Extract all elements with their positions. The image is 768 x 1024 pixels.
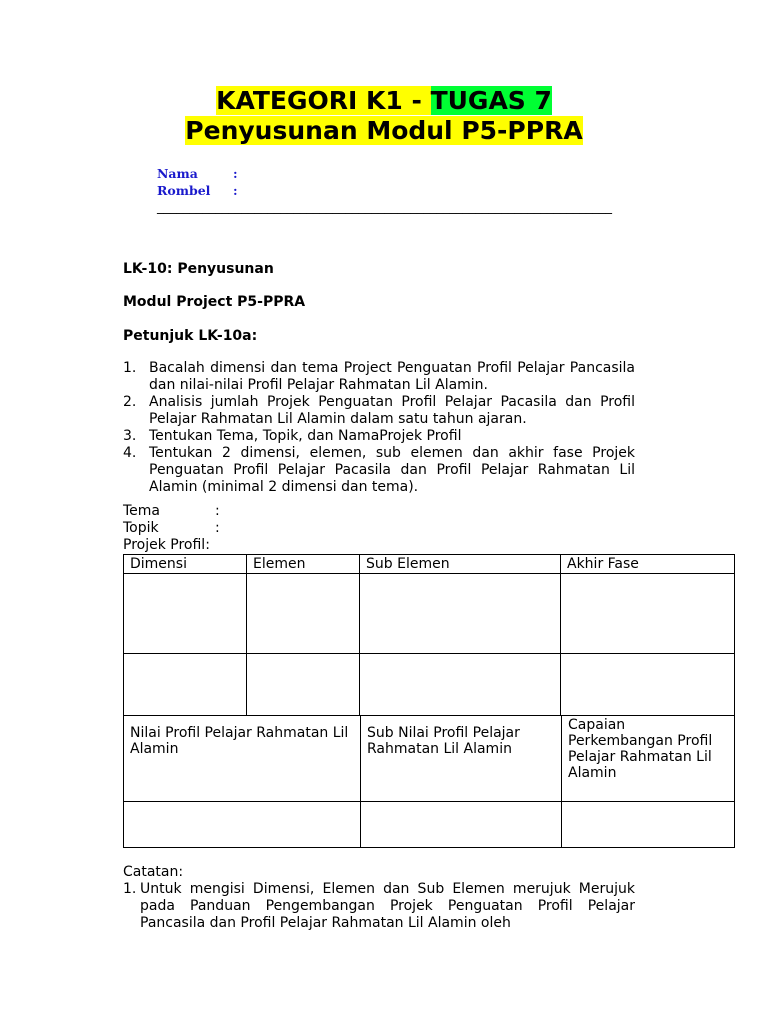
instruction-list [123, 360, 635, 496]
topic-label: Topik [123, 520, 159, 536]
table-cell[interactable] [361, 802, 562, 848]
rombel-label: Rombel [157, 183, 211, 198]
topic-row [123, 520, 220, 537]
topic-colon: : [215, 520, 220, 536]
table-cell[interactable] [247, 654, 360, 716]
name-row [157, 165, 238, 182]
instruction-item [123, 428, 635, 445]
instruction-text: Bacalah dimensi dan tema Project Penguatan Profil Pelajar Pancasila dan nilai-nilai Profil Pelajar Rahmatan Lil Alamin. [149, 360, 635, 393]
separator-line: ______________________________________________________________________ [157, 200, 612, 215]
document-title [0, 86, 768, 146]
table-cell[interactable] [360, 654, 561, 716]
table-row [124, 802, 735, 848]
header-achievement: Capaian Perkembangan Profil Pelajar Rahmatan Lil Alamin [562, 716, 735, 802]
instruction-number: 3. [123, 428, 137, 444]
note-item [123, 881, 635, 932]
project-fields [123, 503, 220, 554]
note-text: Untuk mengisi Dimensi, Elemen dan Sub Elemen merujuk Merujuk pada Panduan Pengembangan Projek Penguatan Profil Pelajar Pancasila dan Profil Pelajar Rahmatan Lil Alamin oleh [140, 881, 635, 931]
instruction-number: 2. [123, 394, 137, 410]
notes-label: Catatan: [123, 864, 184, 880]
table-header-row [124, 555, 735, 574]
theme-row [123, 503, 220, 520]
table-cell[interactable] [124, 802, 361, 848]
table-cell[interactable] [247, 574, 360, 654]
project-profile-label: Projek Profil: [123, 537, 210, 553]
theme-label: Tema [123, 503, 161, 519]
table-cell[interactable] [562, 802, 735, 848]
header-value: Nilai Profil Pelajar Rahmatan Lil Alamin [124, 716, 361, 802]
project-profile-row [123, 537, 220, 554]
header-final-phase: Akhir Fase [561, 555, 735, 574]
notes-section [123, 864, 635, 932]
values-table [123, 715, 735, 848]
table-row [124, 574, 735, 654]
title-task-text: TUGAS 7 [430, 86, 552, 115]
instruction-number: 4. [123, 445, 137, 461]
title-category-text: KATEGORI K1 - [216, 86, 431, 115]
header-element: Elemen [247, 555, 360, 574]
rombel-colon: : [233, 183, 238, 198]
table-row [124, 654, 735, 716]
title-line-2 [0, 116, 768, 146]
note-number: 1. [123, 881, 137, 897]
module-heading: Modul Project P5-PPRA [123, 294, 306, 310]
name-colon: : [233, 166, 238, 181]
table-cell[interactable] [124, 654, 247, 716]
lk-heading: LK-10: Penyusunan [123, 261, 274, 277]
table-cell[interactable] [124, 574, 247, 654]
table-cell[interactable] [360, 574, 561, 654]
instruction-number: 1. [123, 360, 137, 376]
table-cell[interactable] [561, 574, 735, 654]
dimension-table [123, 554, 735, 716]
header-dimension: Dimensi [124, 555, 247, 574]
header-sub-element: Sub Elemen [360, 555, 561, 574]
instruction-text: Analisis jumlah Projek Penguatan Profil Pelajar Pacasila dan Profil Pelajar Rahmatan Lil Alamin dalam satu tahun ajaran. [149, 394, 635, 427]
instruction-item [123, 394, 635, 428]
title-module-text: Penyusunan Modul P5-PPRA [185, 116, 583, 145]
title-line-1 [0, 86, 768, 116]
table-cell[interactable] [561, 654, 735, 716]
instruction-item [123, 360, 635, 394]
instruction-text: Tentukan Tema, Topik, dan NamaProjek Profil [149, 428, 462, 444]
instructions-heading: Petunjuk LK-10a: [123, 328, 258, 344]
table-header-row [124, 716, 735, 802]
header-sub-value: Sub Nilai Profil Pelajar Rahmatan Lil Alamin [361, 716, 562, 802]
rombel-row [157, 182, 238, 199]
theme-colon: : [215, 503, 220, 519]
instruction-text: Tentukan 2 dimensi, elemen, sub elemen dan akhir fase Projek Penguatan Profil Pelajar Pacasila dan Profil Pelajar Rahmatan Lil Alamin (minimal 2 dimensi dan tema). [149, 445, 635, 495]
identity-block [157, 165, 238, 199]
name-label: Nama [157, 166, 198, 181]
instruction-item [123, 445, 635, 496]
